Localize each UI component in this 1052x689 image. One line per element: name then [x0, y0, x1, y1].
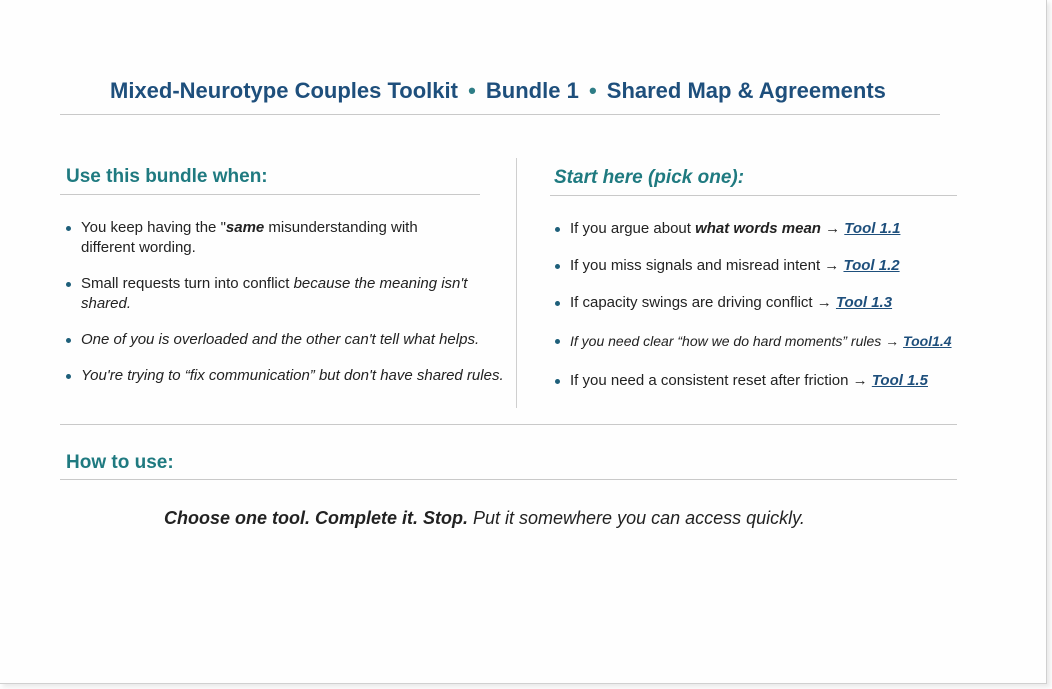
list-item: If you need clear “how we do hard moments” rules → Tool1.4 [555, 331, 952, 351]
title-divider [60, 114, 940, 115]
tool-1-5-link[interactable]: Tool 1.5 [871, 372, 928, 389]
use-bundle-list [66, 218, 504, 402]
tool-1-4-link[interactable]: Tool1.4 [903, 333, 952, 349]
list-item: If you need a consistent reset after friction → Tool 1.5 [555, 371, 952, 391]
title-part-subtitle: Shared Map & Agreements [606, 78, 886, 103]
arrow-icon: → [824, 257, 840, 274]
list-item: Small requests turn into conflict because the meaning isn't shared. [66, 274, 504, 314]
list-item: You keep having the "same misunderstanding with different wording. [66, 218, 504, 258]
start-here-heading: Start here (pick one): [554, 167, 745, 188]
start-here-list [555, 219, 952, 391]
page-title [110, 78, 886, 104]
section-divider [60, 424, 957, 425]
list-item: If you miss signals and misread intent → Tool 1.2 [555, 256, 952, 276]
use-bundle-divider [60, 194, 480, 195]
list-item: One of you is overloaded and the other can't tell what helps. [66, 330, 504, 350]
use-bundle-heading: Use this bundle when: [66, 166, 268, 187]
arrow-icon: → [852, 372, 868, 389]
title-part-bundle: Bundle 1 [485, 78, 579, 103]
arrow-icon: → [825, 220, 841, 237]
how-to-use-heading: How to use: [66, 452, 174, 473]
how-to-use-divider [60, 479, 957, 480]
how-to-use-instructions: Choose one tool. Complete it. Stop. Put it somewhere you can access quickly. [164, 508, 805, 528]
tool-1-3-link[interactable]: Tool 1.3 [835, 294, 893, 311]
tool-1-1-link[interactable]: Tool 1.1 [844, 220, 901, 237]
title-separator: • [588, 78, 597, 103]
list-item: You're trying to “fix communication” but don't have shared rules. [66, 366, 504, 386]
start-here-divider [550, 195, 957, 196]
column-divider [516, 158, 517, 408]
list-item: If you argue about what words mean → Tool 1.1 [555, 219, 952, 239]
title-part-toolkit: Mixed-Neurotype Couples Toolkit [110, 78, 458, 103]
arrow-icon: → [885, 333, 900, 349]
list-item: If capacity swings are driving conflict → Tool 1.3 [555, 293, 952, 313]
title-separator: • [468, 78, 476, 103]
tool-1-2-link[interactable]: Tool 1.2 [843, 257, 900, 274]
arrow-icon: → [816, 294, 832, 311]
